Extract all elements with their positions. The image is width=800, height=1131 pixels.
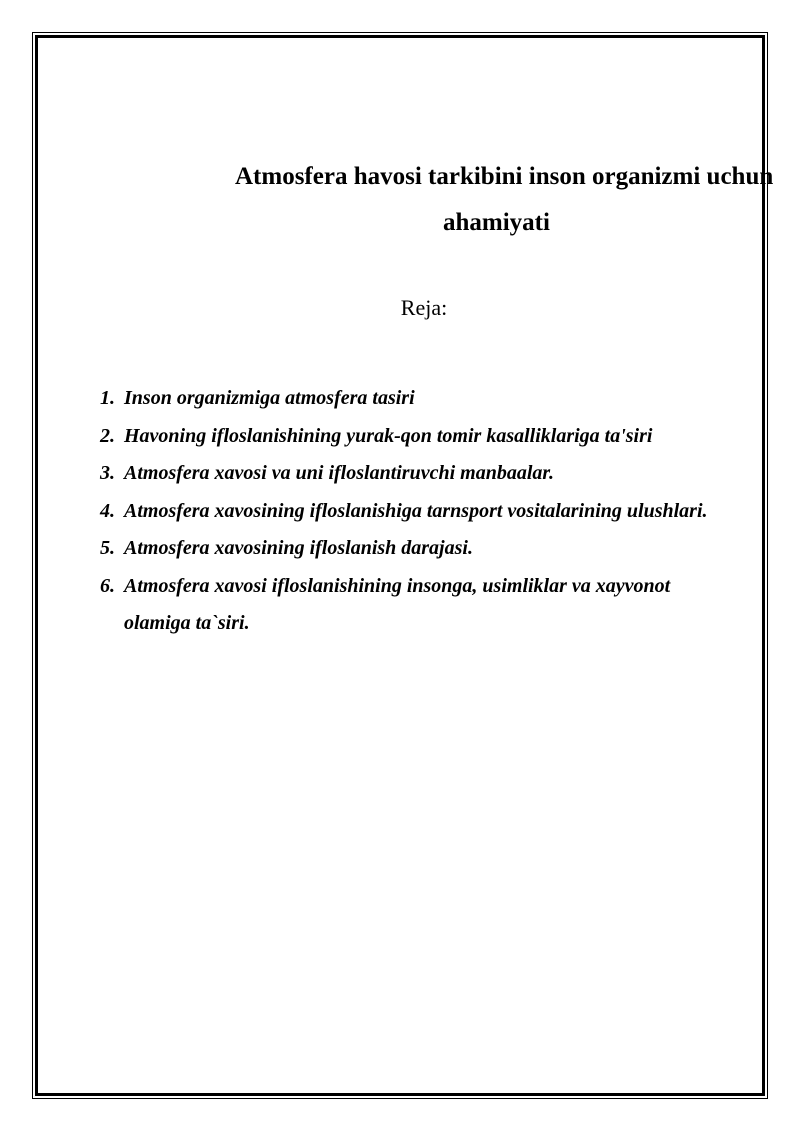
plan-item [100, 568, 740, 643]
plan-item-number: 6. [100, 574, 115, 597]
plan-item-text: Atmosfera xavosi va uni ifloslantiruvchi manbaalar. [124, 462, 555, 484]
plan-heading: Reja: [400, 295, 448, 320]
plan-item [100, 418, 740, 456]
plan-item [100, 493, 740, 531]
document-title-line-1: Atmosfera havosi tarkibini inson organizmi uchun [235, 163, 774, 190]
plan-item-text: Atmosfera xavosining ifloslanishiga tarnsport vositalarining ulushlari. [124, 499, 708, 522]
plan-item [100, 455, 740, 493]
plan-item-text: Atmosfera xavosi ifloslanishining insonga, usimliklar va xayvonot olamiga ta`siri. [124, 574, 671, 634]
plan-list [100, 380, 740, 643]
plan-item-number: 4. [100, 499, 115, 522]
plan-item-number: 2. [100, 424, 115, 447]
plan-item-text: Inson organizmiga atmosfera tasiri [124, 387, 415, 409]
plan-item-text: Havoning ifloslanishining yurak-qon tomir kasalliklariga ta'siri [124, 424, 653, 447]
plan-item-number: 3. [100, 462, 115, 484]
plan-item-number: 1. [100, 387, 115, 409]
plan-item [100, 380, 740, 418]
document-title-line-2: ahamiyati [443, 209, 550, 236]
plan-item [100, 530, 740, 568]
plan-item-number: 5. [100, 537, 115, 559]
plan-item-text: Atmosfera xavosining ifloslanish darajasi. [124, 537, 473, 559]
